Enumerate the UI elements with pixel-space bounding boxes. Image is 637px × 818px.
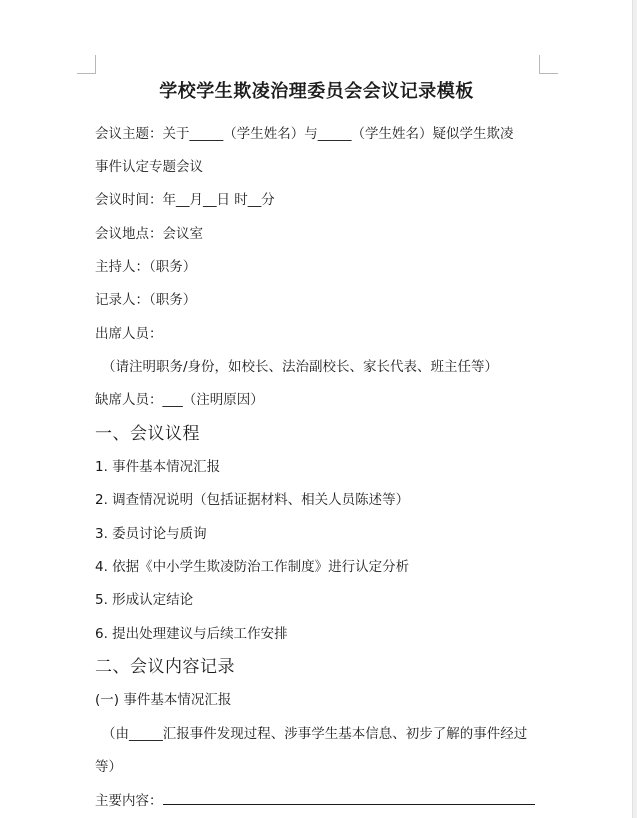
- records-subsection-1-note-line-2: 等）: [95, 759, 122, 775]
- agenda-item: 4. 依据《中小学生欺凌防治工作制度》进行认定分析: [95, 559, 410, 575]
- agenda-item: 5. 形成认定结论: [95, 592, 194, 608]
- meeting-host: 主持人：（职务）: [95, 259, 197, 275]
- records-heading: 二、会议内容记录: [95, 657, 235, 677]
- attendees-label: 出席人员：: [95, 326, 163, 342]
- main-content-fill-line: [163, 791, 535, 805]
- meeting-location: 会议地点：会议室: [95, 226, 203, 242]
- agenda-item: 3. 委员讨论与质询: [95, 526, 207, 542]
- meeting-topic-line-1: 会议主题：关于_____（学生姓名）与_____（学生姓名）疑似学生欺凌: [95, 126, 514, 142]
- meeting-time: 会议时间：年__月__日 时__分: [95, 192, 275, 208]
- agenda-item: 6. 提出处理建议与后续工作安排: [95, 626, 288, 642]
- main-content-label: 主要内容：: [95, 793, 163, 809]
- meeting-recorder: 记录人：（职务）: [95, 292, 197, 308]
- top-right-margin-mark: [539, 55, 558, 74]
- main-content-row: [95, 791, 535, 810]
- top-left-margin-mark: [77, 55, 96, 74]
- agenda-heading: 一、会议议程: [95, 424, 200, 444]
- records-subsection-1: (一) 事件基本情况汇报: [95, 692, 232, 708]
- meeting-topic-line-2: 事件认定专题会议: [95, 159, 203, 175]
- agenda-item: 1. 事件基本情况汇报: [95, 459, 221, 475]
- records-subsection-1-note-line-1: （由_____汇报事件发现过程、涉事学生基本信息、初步了解的事件经过: [102, 726, 528, 742]
- scrollbar-edge[interactable]: [632, 0, 637, 818]
- agenda-item: 2. 调查情况说明（包括证据材料、相关人员陈述等）: [95, 492, 410, 508]
- document-title: 学校学生欺凌治理委员会会议记录模板: [159, 81, 474, 102]
- absentees: 缺席人员：___（注明原因）: [95, 392, 264, 408]
- attendees-note: （请注明职务/身份，如校长、法治副校长、家长代表、班主任等）: [102, 359, 499, 375]
